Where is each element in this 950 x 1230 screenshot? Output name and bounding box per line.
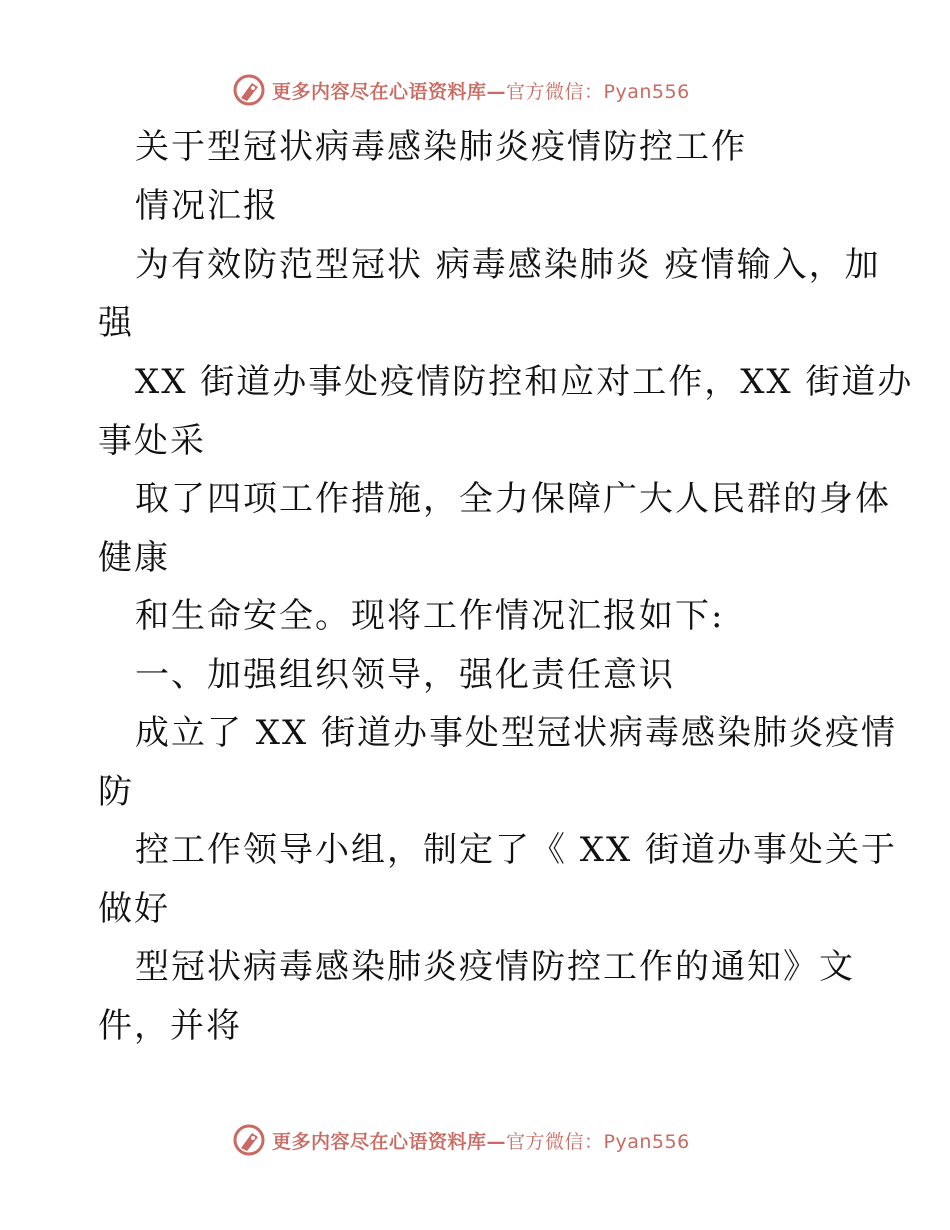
watermark-text <box>272 77 690 104</box>
document-title-line-2: 情况汇报 <box>135 186 279 226</box>
paragraph-line: 件，并将 <box>98 1006 242 1046</box>
paragraph-line: 为有效防范型冠状 病毒感染肺炎 疫情输入，加 <box>135 245 881 285</box>
footer-watermark <box>232 1122 690 1158</box>
paragraph-line: 型冠状病毒感染肺炎疫情防控工作的通知》文 <box>135 947 855 987</box>
paragraph-line: 强 <box>98 303 134 343</box>
pen-nib-logo-icon <box>232 1123 266 1157</box>
paragraph-line: 控工作领导小组，制定了《 XX 街道办事处关于 <box>135 830 898 870</box>
watermark-contact-text: 官方微信：Pyan556 <box>506 80 690 103</box>
watermark-contact-text: 官方微信：Pyan556 <box>506 1130 690 1153</box>
watermark-main-text: 更多内容尽在心语资料库— <box>272 1130 507 1153</box>
paragraph-line: 健康 <box>98 538 170 578</box>
paragraph-line: 成立了 XX 街道办事处型冠状病毒感染肺炎疫情 <box>135 713 898 753</box>
watermark-text <box>272 1127 690 1154</box>
watermark-main-text: 更多内容尽在心语资料库— <box>272 80 507 103</box>
paragraph-line: 防 <box>98 772 134 812</box>
header-watermark <box>232 72 690 108</box>
paragraph-line: 做好 <box>98 889 170 929</box>
paragraph-line: 取了四项工作措施，全力保障广大人民群的身体 <box>135 479 891 519</box>
paragraph-line: 和生命安全。现将工作情况汇报如下: <box>135 596 725 636</box>
paragraph-line: XX 街道办事处疫情防控和应对工作，XX 街道办 <box>135 362 914 402</box>
document-title-line-1: 关于型冠状病毒感染肺炎疫情防控工作 <box>135 127 747 167</box>
section-heading: 一、加强组织领导，强化责任意识 <box>135 655 675 695</box>
paragraph-line: 事处采 <box>98 421 206 461</box>
pen-nib-logo-icon <box>232 73 266 107</box>
